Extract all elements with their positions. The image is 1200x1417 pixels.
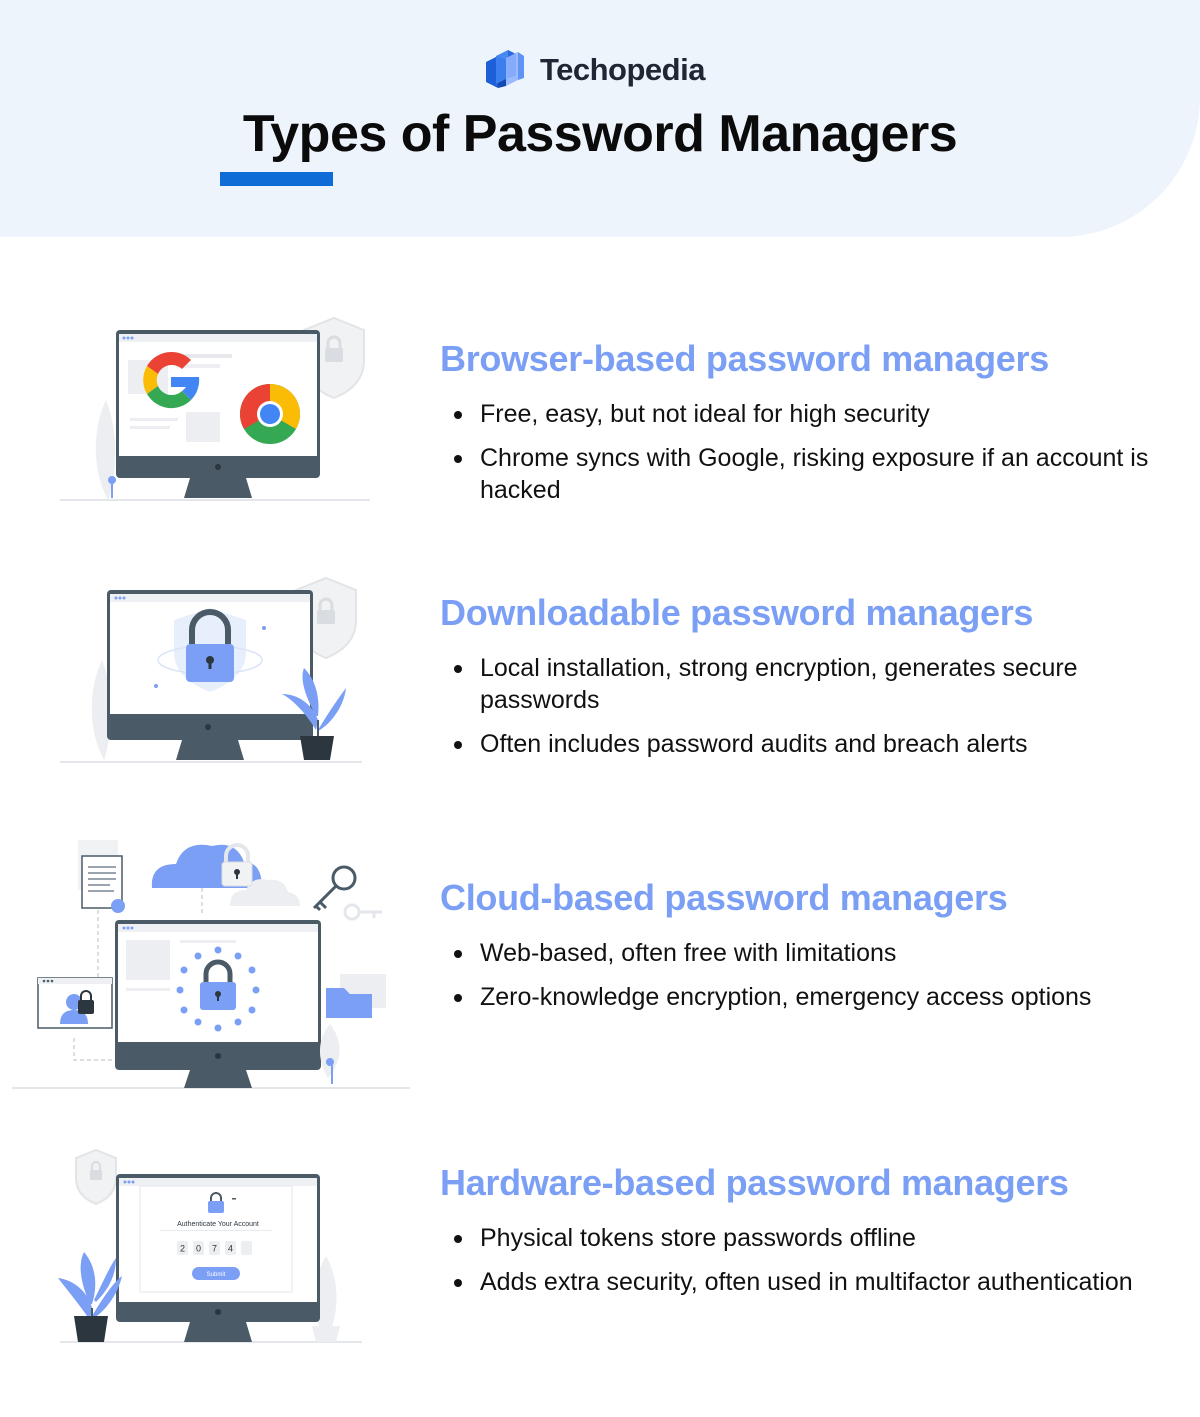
section-downloadable <box>0 570 1200 770</box>
auth-submit-button: Submit <box>206 1272 226 1278</box>
bullet-item: Web-based, often free with limitations <box>452 937 1152 969</box>
section-title: Hardware-based password managers <box>440 1162 1069 1203</box>
monitor-padlock-shield-icon <box>0 570 420 770</box>
section-title: Cloud-based password managers <box>440 877 1008 918</box>
auth-digit: 2 <box>179 1243 186 1254</box>
bullet-item: Physical tokens store passwords offline <box>452 1222 1152 1254</box>
bullet-item: Local installation, strong encryption, generates secure passwords <box>452 652 1152 716</box>
section-browser-based <box>0 300 1200 520</box>
bullet-list <box>452 652 1152 772</box>
title-underline <box>220 172 333 186</box>
brand-logo[interactable] <box>484 48 705 92</box>
auth-digit: 4 <box>227 1243 234 1254</box>
bullet-item: Free, easy, but not ideal for high security <box>452 398 1152 430</box>
monitor-authenticate-account-icon <box>0 1140 420 1350</box>
auth-digit: 7 <box>211 1243 218 1254</box>
section-hardware-based <box>0 1140 1200 1350</box>
auth-digit: 0 <box>195 1243 202 1254</box>
section-title: Browser-based password managers <box>440 338 1049 379</box>
bullet-item: Often includes password audits and breach alerts <box>452 728 1152 760</box>
bullet-list <box>452 398 1152 518</box>
section-title: Downloadable password managers <box>440 592 1034 633</box>
auth-screen-heading: Authenticate Your Account <box>177 1221 259 1228</box>
bullet-list <box>452 937 1152 1025</box>
header-banner <box>0 0 1200 237</box>
bullet-item: Zero-knowledge encryption, emergency access options <box>452 981 1152 1013</box>
bullet-item: Chrome syncs with Google, risking exposure if an account is hacked <box>452 442 1152 506</box>
bullet-item: Adds extra security, often used in multifactor authentication <box>452 1266 1152 1298</box>
browser-monitor-google-chrome-icon <box>0 300 420 520</box>
page-title: Types of Password Managers <box>242 105 958 163</box>
brand-name: Techopedia <box>540 52 705 87</box>
bullet-list <box>452 1222 1152 1310</box>
techopedia-logo-icon <box>484 48 526 92</box>
section-cloud-based <box>0 828 1200 1098</box>
cloud-monitor-padlock-stars-icon <box>0 828 420 1098</box>
